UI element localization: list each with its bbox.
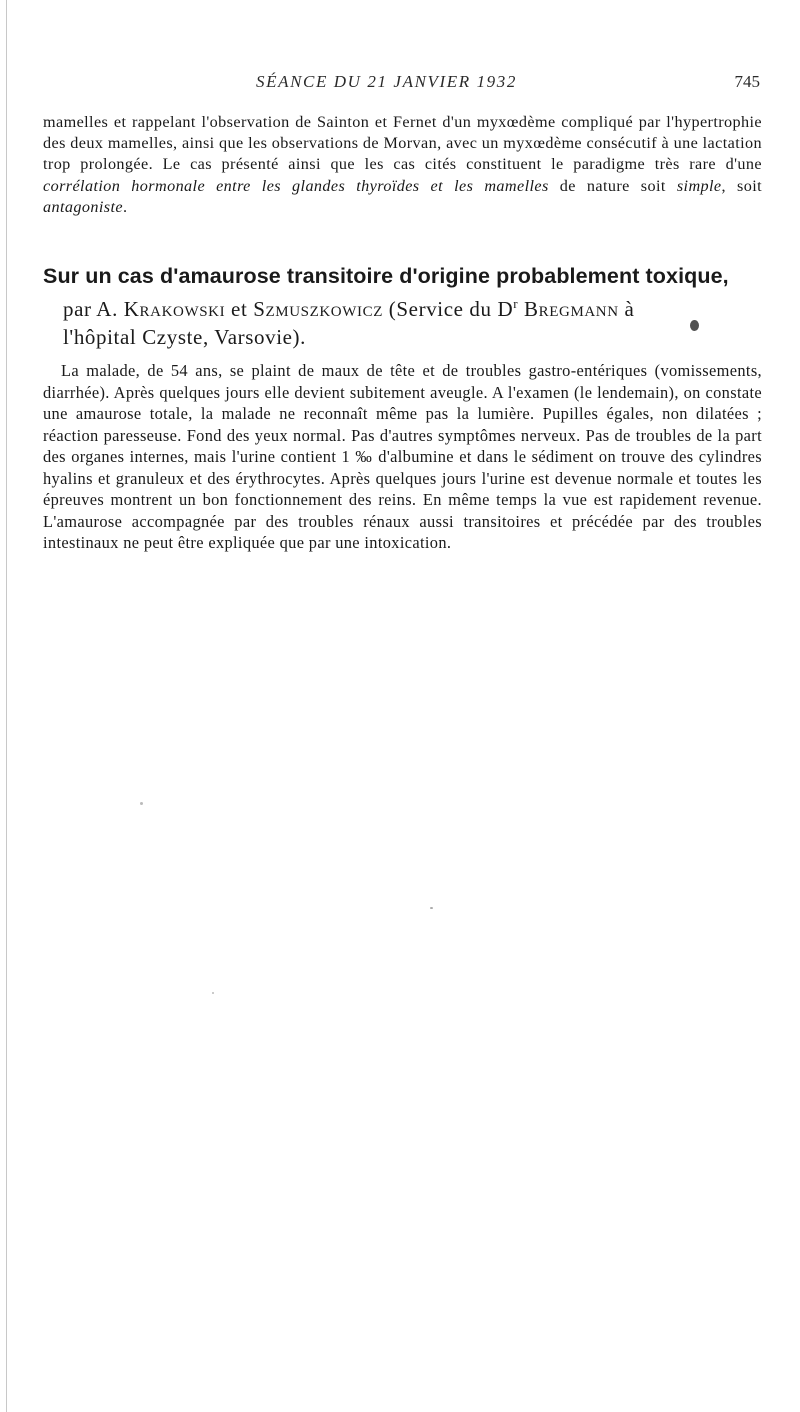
page-number: 745 (734, 72, 760, 91)
paper-speck (140, 802, 143, 805)
ink-speck (690, 320, 699, 331)
author-name: Szmuszkowicz (253, 297, 383, 321)
italic-word: antagoniste (43, 197, 123, 216)
paragraph-text: mamelles et rappelant l'observation de Sainton et Fernet d'un myxœdème compliqué par l'hypertrophie des deux mamelles, ainsi que les observations de Morvan, avec un myxœdème consécutif à une lactation trop prolongée. Le cas présenté ainsi que les cas cités constituent le paradigme très rare d'une (43, 113, 762, 174)
article-body: La malade, de 54 ans, se plaint de maux de tête et de troubles gastro-entériques (vomissements, diarrhée). Après quelques jours elle devient subitement aveugle. A l'examen (le lendemain), on constate une amaurose totale, la malade ne reconnaît même pas la lumière. Pupilles égales, non dilatées ; réaction paresseuse. Fond des yeux normal. Pas d'autres symptômes nerveux. Pas de troubles de la part des organes internes, mais l'urine contient 1 ‰ d'albumine et dans le sédiment on trouve des cylindres hyalins et granuleux et des érythrocytes. Après quelques jours l'urine est devenue normale et toutes les épreuves montrent un bon fonctionnement des reins. En même temps la vue est rapidement revenue. L'amaurose accompagnée par des troubles rénaux aussi transitoires et précédée par des troubles intestinaux ne peut être expliquée que par une intoxication. (43, 361, 762, 552)
article-byline (43, 290, 773, 323)
paper-speck (430, 907, 433, 909)
article-heading (43, 262, 773, 351)
article-affiliation: l'hôpital Czyste, Varsovie). (63, 325, 306, 349)
paper-speck (212, 992, 214, 994)
byline-text: par A. (63, 297, 124, 321)
superscript: r (513, 296, 519, 311)
paragraph-text: , soit (721, 176, 763, 195)
author-name: Krakowski (123, 297, 226, 321)
author-name: Bregmann (524, 297, 619, 321)
italic-word: simple (676, 176, 722, 195)
byline-text: à (618, 297, 635, 321)
page-edge-rule (6, 0, 7, 1412)
article-title: Sur un cas d'amaurose transitoire d'origine probablement toxique, (43, 264, 729, 288)
running-head: SÉANCE DU 21 JANVIER 1932 (256, 72, 517, 91)
byline-text: (Service du D (382, 297, 514, 321)
continued-paragraph (43, 112, 762, 218)
italic-phrase: corrélation hormonale entre les glandes thyroïdes et les mamelles (43, 176, 549, 195)
paragraph-text: de nature soit (548, 176, 677, 195)
byline-text: et (225, 297, 254, 321)
paragraph-text: . (122, 197, 128, 216)
